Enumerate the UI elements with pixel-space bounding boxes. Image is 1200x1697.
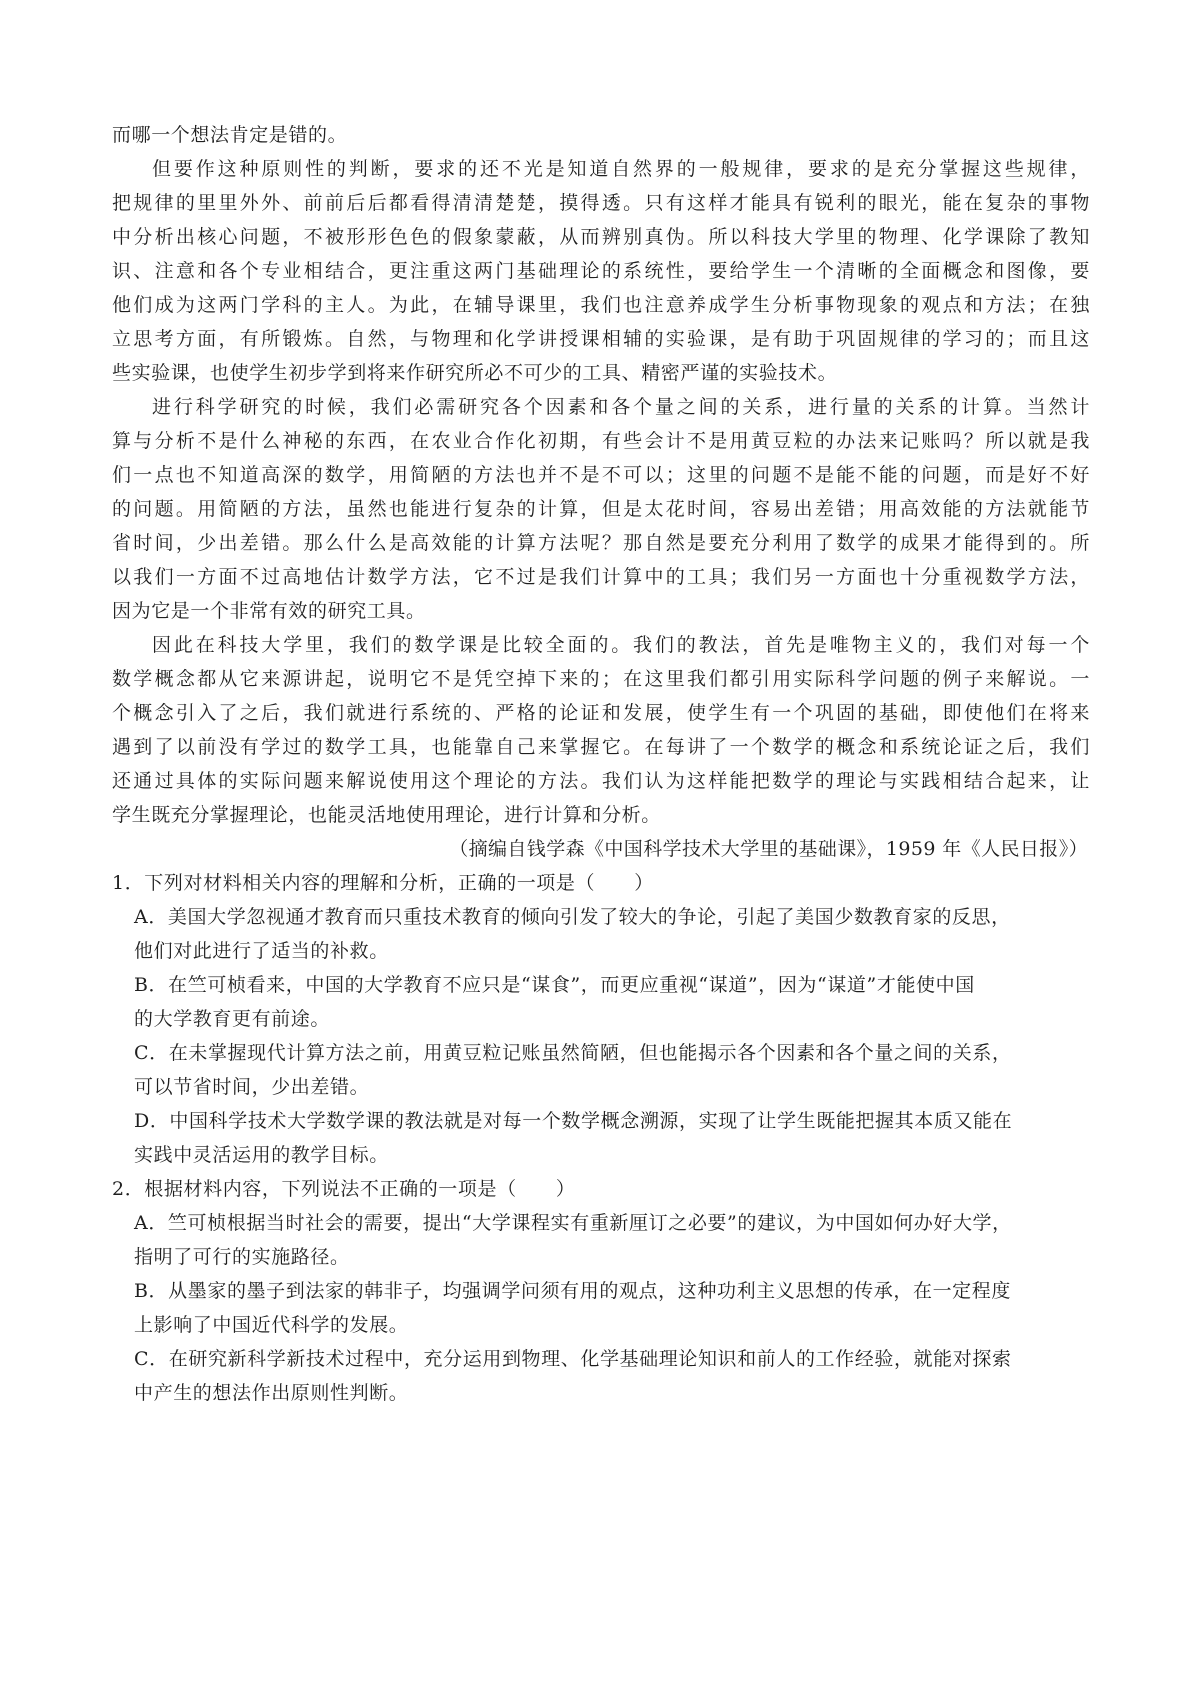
passage-line: 些实验课，也使学生初步学到将来作研究所必不可少的工具、精密严谨的实验技术。 bbox=[112, 362, 838, 384]
option-line: B．在竺可桢看来，中国的大学教育不应只是“谋食”，而更应重视“谋道”，因为“谋道”才能使中国 bbox=[134, 974, 975, 996]
option-line: 的大学教育更有前途。 bbox=[134, 1008, 331, 1030]
passage-line: 而哪一个想法肯定是错的。 bbox=[112, 124, 348, 146]
option-line: 指明了可行的实施路径。 bbox=[134, 1246, 350, 1268]
option-d[interactable] bbox=[112, 1104, 1090, 1172]
passage-line: 遇到了以前没有学过的数学工具，也能靠自己来掌握它。在每讲了一个数学的概念和系统论证之后，我们 bbox=[112, 736, 1090, 758]
option-line: 中产生的想法作出原则性判断。 bbox=[134, 1382, 409, 1404]
passage-line: 以我们一方面不过高地估计数学方法，它不过是我们计算中的工具；我们另一方面也十分重视数学方法， bbox=[112, 566, 1090, 588]
passage-line: 算与分析不是什么神秘的东西，在农业合作化初期，有些会计不是用黄豆粒的办法来记账吗？所以就是我 bbox=[112, 430, 1090, 452]
passage-paragraph bbox=[112, 152, 1090, 390]
option-line: A．竺可桢根据当时社会的需要，提出“大学课程实有重新厘订之必要”的建议，为中国如何办好大学， bbox=[134, 1212, 1012, 1234]
passage-line: 把规律的里里外外、前前后后都看得清清楚楚，摸得透。只有这样才能具有锐利的眼光，能在复杂的事物 bbox=[112, 192, 1090, 214]
option-a[interactable] bbox=[112, 900, 1090, 968]
passage-line: 数学概念都从它来源讲起，说明它不是凭空掉下来的；在这里我们都引用实际科学问题的例子来解说。一 bbox=[112, 668, 1090, 690]
option-a[interactable] bbox=[112, 1206, 1090, 1274]
passage-line: 们一点也不知道高深的数学，用简陋的方法也并不是不可以；这里的问题不是能不能的问题，而是好不好 bbox=[112, 464, 1090, 486]
passage-line: 中分析出核心问题，不被形形色色的假象蒙蔽，从而辨别真伪。所以科技大学里的物理、化学课除了教知 bbox=[112, 226, 1090, 248]
option-b[interactable] bbox=[112, 968, 1090, 1036]
option-line: D．中国科学技术大学数学课的教法就是对每一个数学概念溯源，实现了让学生既能把握其本质又能在 bbox=[134, 1110, 1013, 1132]
option-line: 上影响了中国近代科学的发展。 bbox=[134, 1314, 409, 1336]
option-line: A．美国大学忽视通才教育而只重技术教育的倾向引发了较大的争论，引起了美国少数教育家的反思， bbox=[134, 906, 1011, 928]
passage-paragraph bbox=[112, 390, 1090, 628]
passage-line: 立思考方面，有所锻炼。自然，与物理和化学讲授课相辅的实验课，是有助于巩固规律的学习的；而且这 bbox=[112, 328, 1090, 350]
option-c[interactable] bbox=[112, 1342, 1090, 1410]
option-b[interactable] bbox=[112, 1274, 1090, 1342]
passage-line: 进行科学研究的时候，我们必需研究各个因素和各个量之间的关系，进行量的关系的计算。当然计 bbox=[152, 396, 1090, 418]
passage-line: 省时间，少出差错。那么什么是高效能的计算方法呢？那自然是要充分利用了数学的成果才能得到的。所 bbox=[112, 532, 1090, 554]
passage-source: （摘编自钱学森《中国科学技术大学里的基础课》，1959 年《人民日报》） bbox=[449, 838, 1088, 860]
passage-line: 的问题。用简陋的方法，虽然也能进行复杂的计算，但是太花时间，容易出差错；用高效能的方法就能节 bbox=[112, 498, 1090, 520]
passage-line: 但要作这种原则性的判断，要求的还不光是知道自然界的一般规律，要求的是充分掌握这些规律， bbox=[152, 158, 1090, 180]
option-line: 可以节省时间，少出差错。 bbox=[134, 1076, 370, 1098]
passage-line: 个概念引入了之后，我们就进行系统的、严格的论证和发展，使学生有一个巩固的基础，即使他们在将来 bbox=[112, 702, 1090, 724]
passage-line: 识、注意和各个专业相结合，更注重这两门基础理论的系统性，要给学生一个清晰的全面概念和图像，要 bbox=[112, 260, 1090, 282]
passage-line: 学生既充分掌握理论，也能灵活地使用理论，进行计算和分析。 bbox=[112, 804, 661, 826]
option-line: 实践中灵活运用的教学目标。 bbox=[134, 1144, 389, 1166]
question-2 bbox=[112, 1172, 1090, 1410]
passage-line: 因此在科技大学里，我们的数学课是比较全面的。我们的教法，首先是唯物主义的，我们对每一个 bbox=[152, 634, 1090, 656]
option-line: 他们对此进行了适当的补救。 bbox=[134, 940, 389, 962]
question-stem: 2．根据材料内容，下列说法不正确的一项是（ ） bbox=[112, 1178, 576, 1200]
option-line: C．在未掌握现代计算方法之前，用黄豆粒记账虽然简陋，但也能揭示各个因素和各个量之间的关系， bbox=[134, 1042, 1012, 1064]
passage-paragraph bbox=[112, 628, 1090, 832]
passage-line: 还通过具体的实际问题来解说使用这个理论的方法。我们认为这样能把数学的理论与实践相结合起来，让 bbox=[112, 770, 1090, 792]
option-line: B．从墨家的墨子到法家的韩非子，均强调学问须有用的观点，这种功利主义思想的传承，在一定程度 bbox=[134, 1280, 1011, 1302]
passage-line: 他们成为这两门学科的主人。为此，在辅导课里，我们也注意养成学生分析事物现象的观点和方法；在独 bbox=[112, 294, 1090, 316]
reading-passage bbox=[112, 118, 1090, 866]
option-c[interactable] bbox=[112, 1036, 1090, 1104]
passage-line: 因为它是一个非常有效的研究工具。 bbox=[112, 600, 426, 622]
option-line: C．在研究新科学新技术过程中，充分运用到物理、化学基础理论知识和前人的工作经验，就能对探索 bbox=[134, 1348, 1012, 1370]
question-1 bbox=[112, 866, 1090, 1172]
question-stem: 1．下列对材料相关内容的理解和分析，正确的一项是（ ） bbox=[112, 872, 654, 894]
